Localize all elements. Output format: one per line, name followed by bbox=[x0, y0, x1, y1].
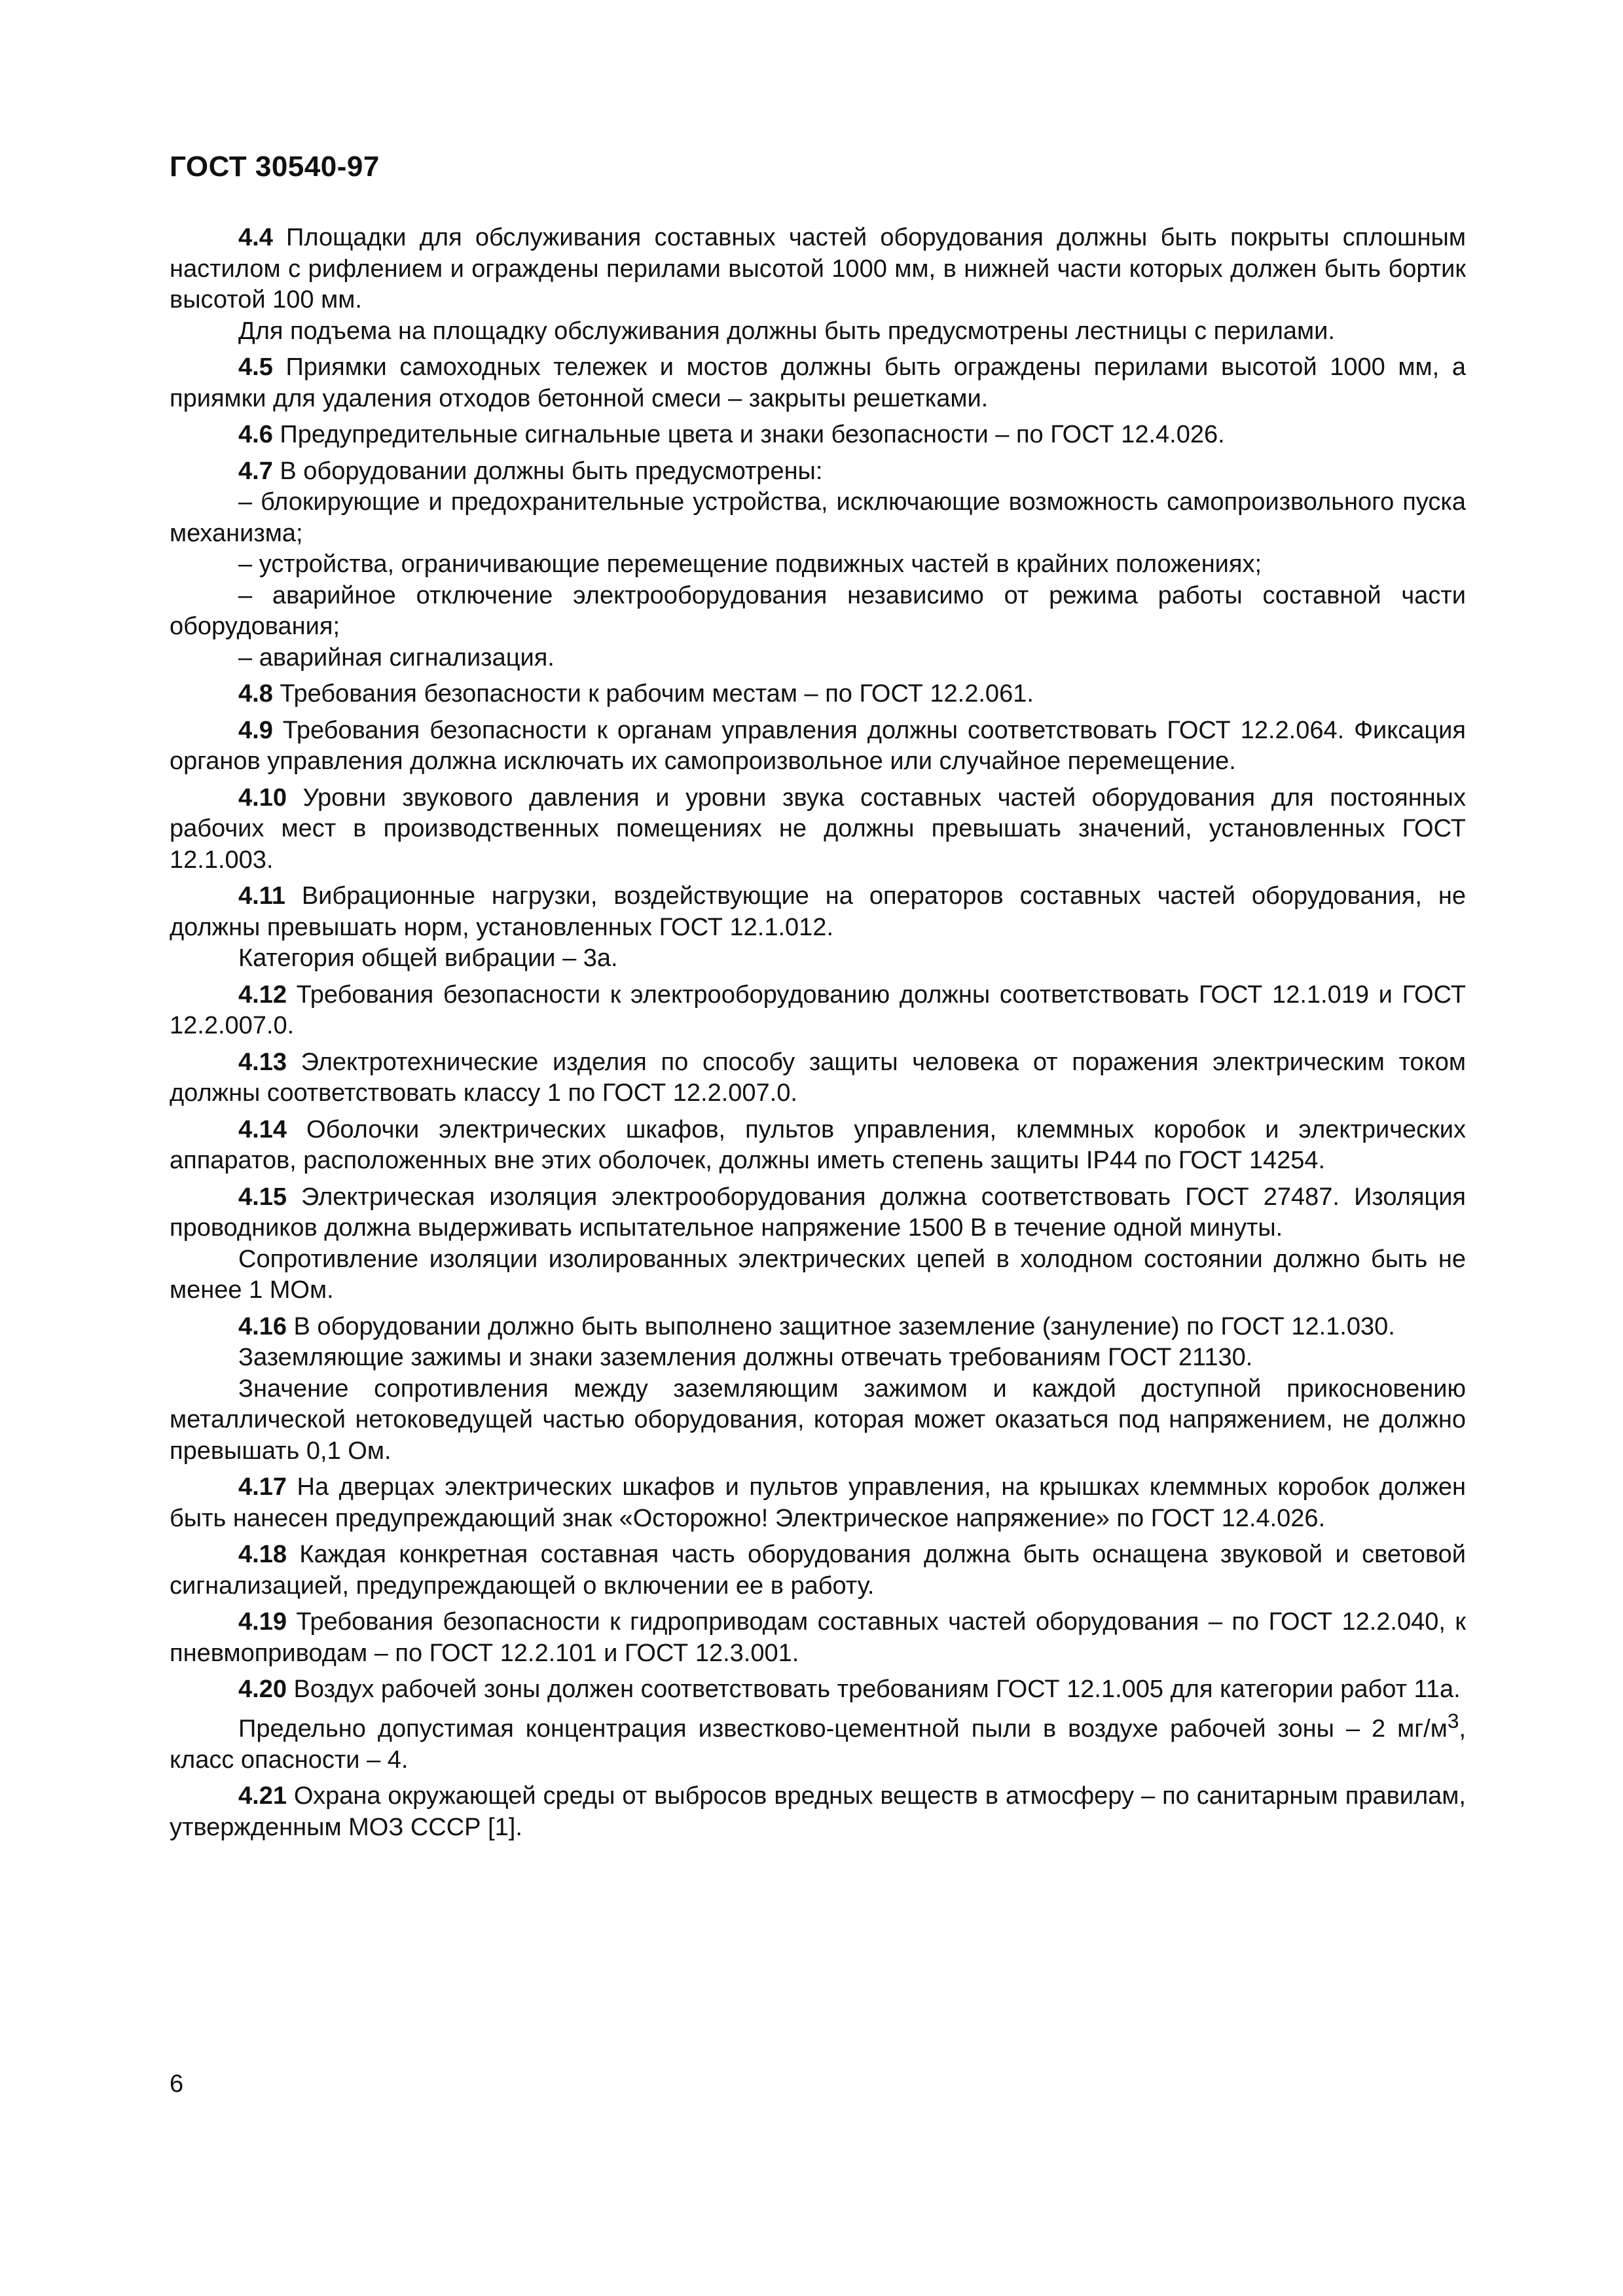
document-body bbox=[170, 223, 1466, 1843]
clause-number: 4.10 bbox=[238, 783, 287, 812]
paragraph-4-20 bbox=[170, 1674, 1466, 1706]
clause-number: 4.13 bbox=[238, 1048, 287, 1076]
clause-number: 4.6 bbox=[238, 421, 273, 448]
paragraph-4-11-continued: Категория общей вибрации – 3а. bbox=[238, 944, 618, 972]
clause-text: Требования безопасности к электрооборудованию должны соответствовать ГОСТ 12.1.019 и ГОСТ 12.2.007.0. bbox=[170, 980, 1466, 1039]
clause-number: 4.7 bbox=[238, 457, 273, 485]
paragraph-4-6 bbox=[170, 420, 1466, 451]
paragraph-4-21 bbox=[170, 1781, 1466, 1843]
clause-number: 4.12 bbox=[238, 980, 287, 1009]
clause-number: 4.21 bbox=[238, 1782, 287, 1810]
clause-text: Оболочки электрических шкафов, пультов управления, клеммных коробок и электрических аппаратов, расположенных вне этих оболочек, должны иметь степень защиты IP44 по ГОСТ 14254. bbox=[170, 1115, 1466, 1174]
clause-text: На дверцах электрических шкафов и пультов управления, на крышках клеммных коробок должен быть нанесен предупреждающий знак «Осторожно! Электрическое напряжение» по ГОСТ 12.4.026. bbox=[170, 1473, 1466, 1532]
paragraph-4-20-continued bbox=[170, 1706, 1466, 1776]
paragraph-4-11 bbox=[170, 881, 1466, 943]
clause-number: 4.15 bbox=[238, 1183, 287, 1211]
clause-text: Площадки для обслуживания составных частей оборудования должны быть покрыты сплошным настилом с рифлением и ограждены перилами высотой 1000 мм, в нижней части которых должен быть бортик высотой 100 мм. bbox=[170, 224, 1466, 314]
clause-text: Требования безопасности к органам управления должны соответствовать ГОСТ 12.2.064. Фиксация органов управления должна исключать их самопроизвольное или случайное перемещение. bbox=[170, 716, 1466, 775]
paragraph-4-16 bbox=[170, 1312, 1466, 1343]
paragraph-4-17 bbox=[170, 1472, 1466, 1534]
clause-text: Охрана окружающей среды от выбросов вредных веществ в атмосферу – по санитарным правилам, утвержденным МОЗ СССР [1]. bbox=[170, 1782, 1466, 1841]
clause-text: Предельно допустимая концентрация известково-цементной пыли в воздухе рабочей зоны – 2 мг/м bbox=[238, 1715, 1448, 1743]
paragraph-4-14 bbox=[170, 1115, 1466, 1177]
superscript: 3 bbox=[1447, 1708, 1459, 1732]
paragraph-4-15 bbox=[170, 1182, 1466, 1244]
clause-text: Вибрационные нагрузки, воздействующие на операторов составных частей оборудования, не должны превышать норм, установленных ГОСТ 12.1.012. bbox=[170, 882, 1466, 941]
paragraph-4-5 bbox=[170, 352, 1466, 414]
clause-number: 4.5 bbox=[238, 353, 273, 381]
clause-text: В оборудовании должны быть предусмотрены: bbox=[272, 457, 823, 485]
clause-text: Требования безопасности к гидроприводам составных частей оборудования – по ГОСТ 12.2.040, к пневмоприводам – по ГОСТ 12.2.101 и ГОСТ 12.3.001. bbox=[170, 1608, 1466, 1667]
paragraph-4-19 bbox=[170, 1607, 1466, 1669]
clause-number: 4.11 bbox=[238, 882, 285, 910]
paragraph-4-8 bbox=[170, 679, 1466, 710]
clause-text: Электрическая изоляция электрооборудования должна соответствовать ГОСТ 27487. Изоляция проводников должна выдерживать испытательное напряжение 1500 В в течение одной минуты. bbox=[170, 1183, 1466, 1242]
paragraph-4-13 bbox=[170, 1047, 1466, 1109]
clause-text: Уровни звукового давления и уровни звука составных частей оборудования для постоянных рабочих мест в производственных помещениях не должны превышать значений, установленных ГОСТ 12.1.003. bbox=[170, 783, 1466, 874]
clause-number: 4.8 bbox=[238, 680, 273, 708]
clause-number: 4.4 bbox=[238, 224, 273, 251]
paragraph-4-16-continued: Заземляющие зажимы и знаки заземления должны отвечать требованиям ГОСТ 21130. bbox=[238, 1344, 1253, 1371]
clause-number: 4.19 bbox=[238, 1608, 287, 1636]
list-item: – аварийное отключение электрооборудования независимо от режима работы составной части оборудования; bbox=[170, 581, 1466, 640]
paragraph-4-10 bbox=[170, 783, 1466, 876]
paragraph-4-7 bbox=[170, 456, 1466, 488]
clause-number: 4.14 bbox=[238, 1115, 287, 1143]
clause-text: Электротехнические изделия по способу защиты человека от поражения электрическим током должны соответствовать классу 1 по ГОСТ 12.2.007.0. bbox=[170, 1048, 1466, 1107]
list-item: – аварийная сигнализация. bbox=[238, 643, 555, 672]
clause-text: Воздух рабочей зоны должен соответствовать требованиям ГОСТ 12.1.005 для категории работ 11а. bbox=[286, 1676, 1461, 1703]
clause-number: 4.16 bbox=[238, 1312, 287, 1340]
clause-text: Предупредительные сигнальные цвета и знаки безопасности – по ГОСТ 12.4.026. bbox=[272, 421, 1225, 448]
paragraph-4-12 bbox=[170, 980, 1466, 1042]
clause-text: , класс опасности – 4. bbox=[170, 1715, 1466, 1774]
paragraph-4-18 bbox=[170, 1539, 1466, 1602]
paragraph-4-4-continued: Для подъема на площадку обслуживания должны быть предусмотрены лестницы с перилами. bbox=[238, 317, 1335, 345]
clause-number: 4.18 bbox=[238, 1541, 287, 1568]
clause-number: 4.9 bbox=[238, 716, 273, 744]
paragraph-4-4 bbox=[170, 223, 1466, 316]
clause-number: 4.20 bbox=[238, 1676, 287, 1703]
paragraph-4-15-continued: Сопротивление изоляции изолированных электрических цепей в холодном состоянии должно быть не менее 1 МОм. bbox=[170, 1245, 1466, 1304]
clause-text: Приямки самоходных тележек и мостов должны быть ограждены перилами высотой 1000 мм, а приямки для удаления отходов бетонной смеси – закрыты решетками. bbox=[170, 353, 1466, 412]
document-header: ГОСТ 30540-97 bbox=[170, 151, 380, 183]
paragraph-4-9 bbox=[170, 715, 1466, 778]
clause-text: Каждая конкретная составная часть оборудования должна быть оснащена звуковой и световой сигнализацией, предупреждающей о включении ее в работу. bbox=[170, 1541, 1466, 1600]
list-item: – блокирующие и предохранительные устройства, исключающие возможность самопроизвольного пуска механизма; bbox=[170, 488, 1466, 547]
page-number: 6 bbox=[170, 2070, 184, 2098]
list-item: – устройства, ограничивающие перемещение подвижных частей в крайних положениях; bbox=[238, 550, 1262, 578]
paragraph-4-16-continued: Значение сопротивления между заземляющим зажимом и каждой доступной прикосновению металлической нетоковедущей частью оборудования, которая может оказаться под напряжением, не должно превышать 0,1 Ом. bbox=[170, 1374, 1466, 1465]
clause-text: В оборудовании должно быть выполнено защитное заземление (зануление) по ГОСТ 12.1.030. bbox=[286, 1312, 1395, 1340]
clause-number: 4.17 bbox=[238, 1473, 287, 1501]
clause-text: Требования безопасности к рабочим местам – по ГОСТ 12.2.061. bbox=[272, 680, 1034, 708]
